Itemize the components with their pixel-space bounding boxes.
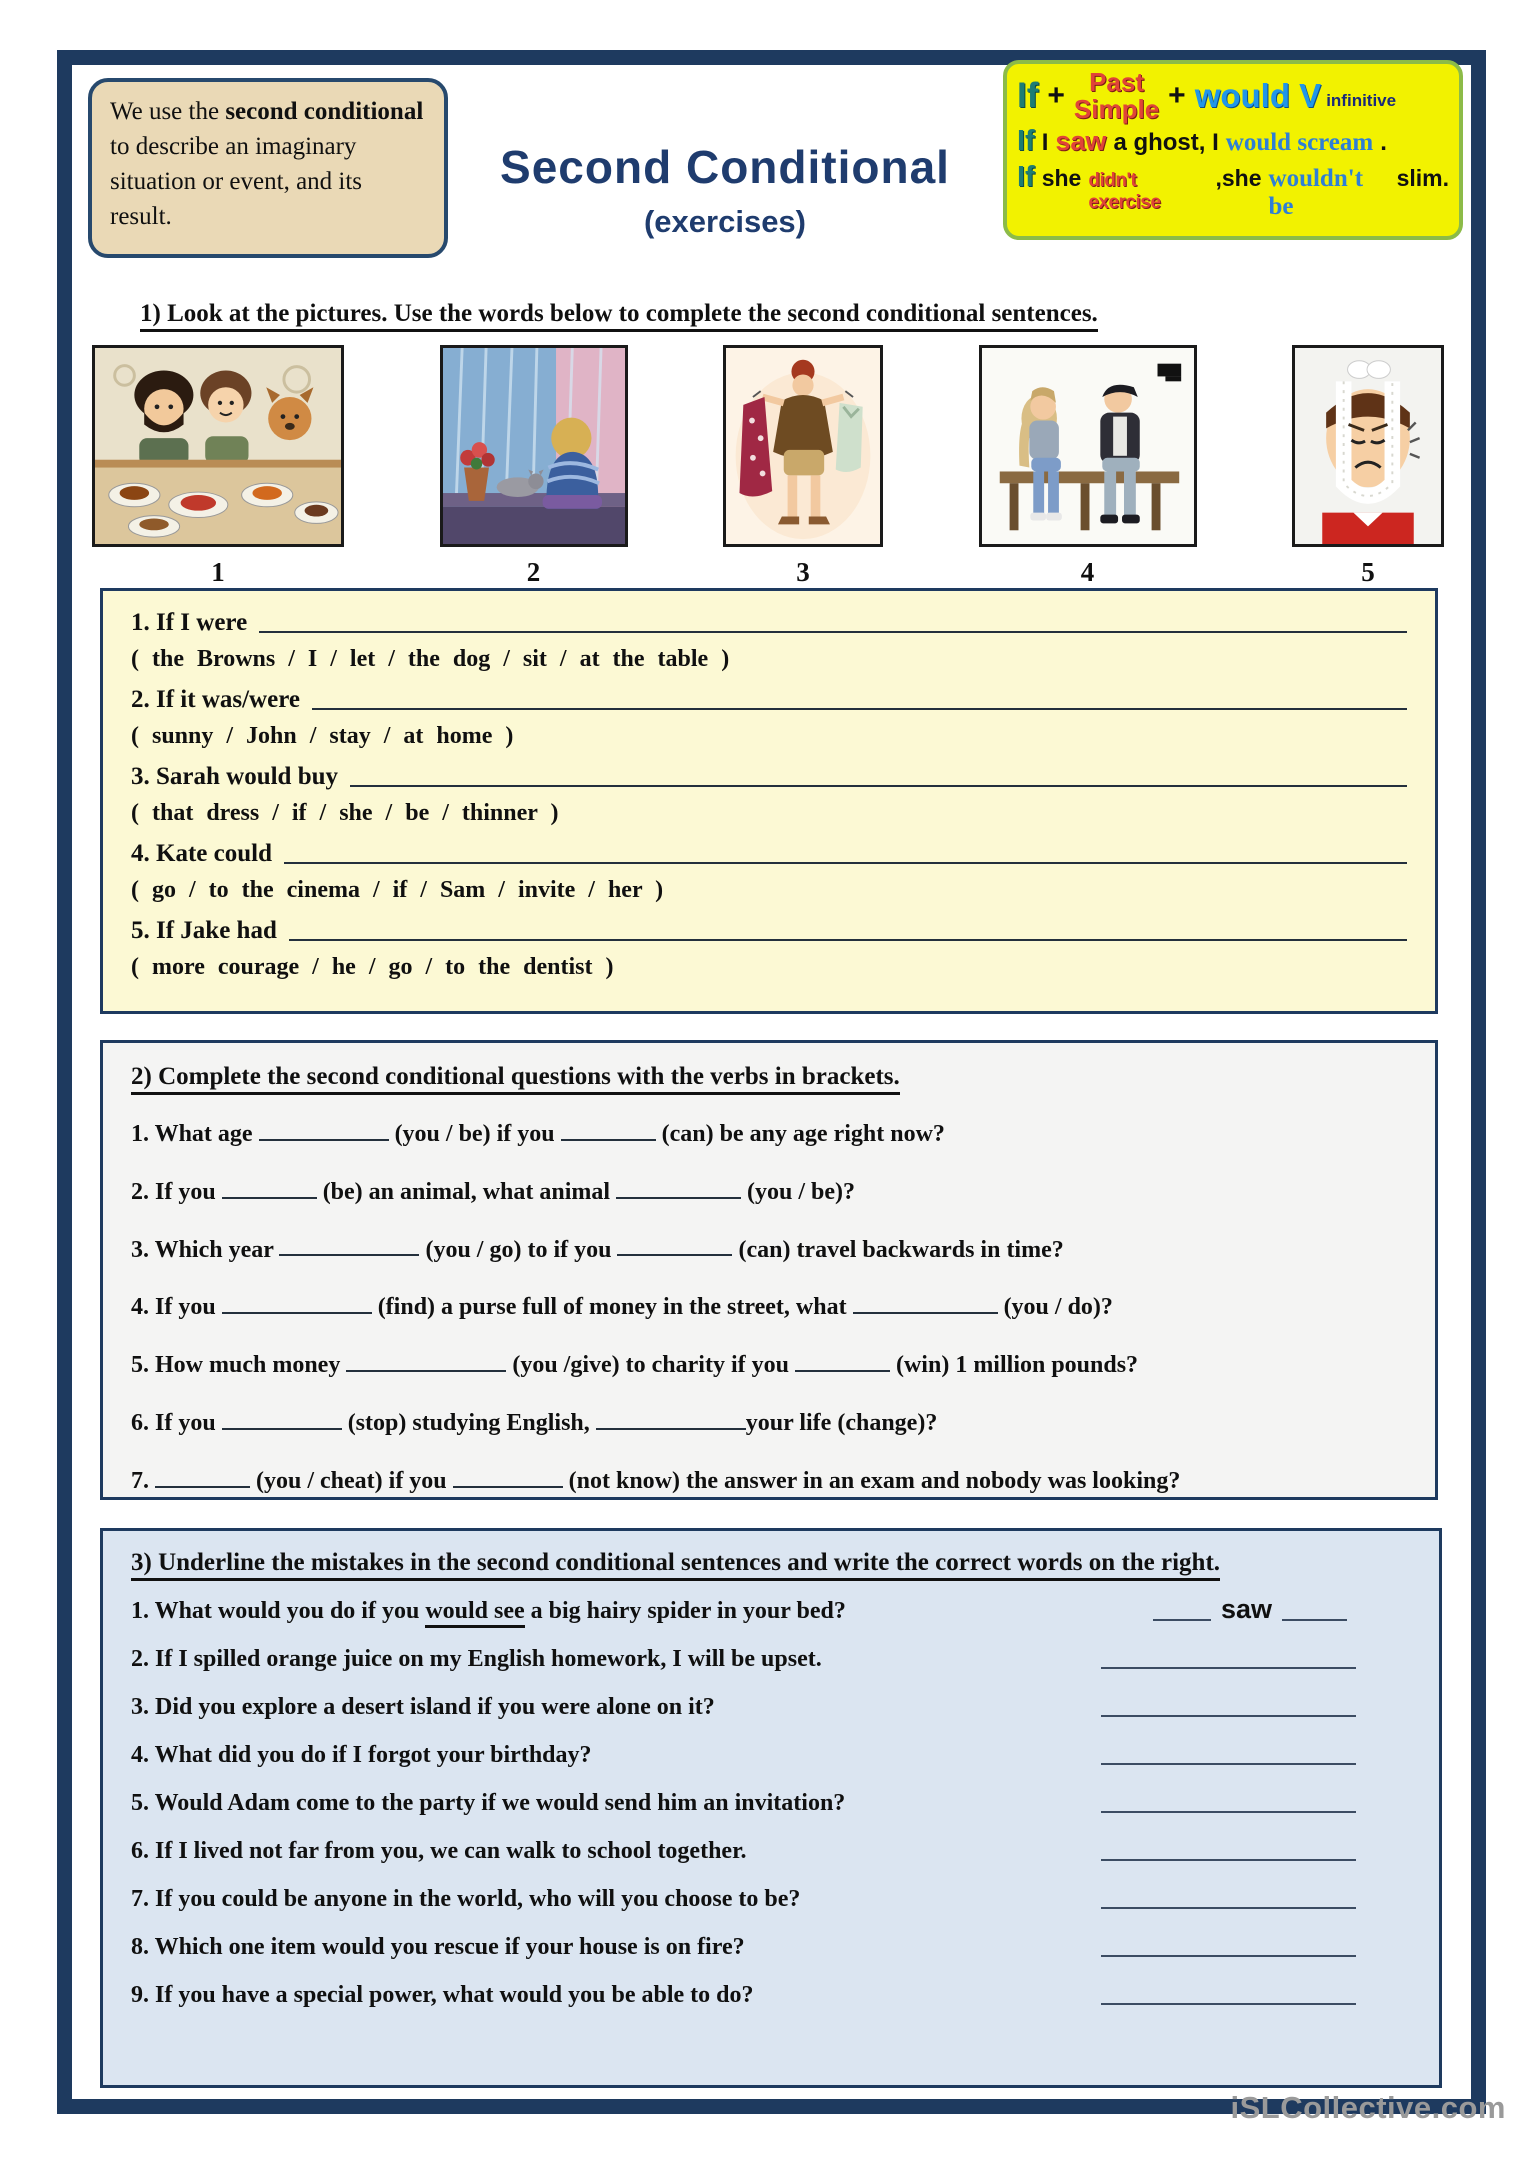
answer-blank: [222, 1174, 317, 1199]
text-segment: (stop) studying English,: [341, 1409, 596, 1436]
answer-blank: [1101, 1901, 1356, 1909]
text-segment: (can) travel backwards in time?: [732, 1236, 1064, 1263]
picture-column-2: [440, 345, 628, 588]
example-middle: ,she: [1215, 165, 1262, 192]
exercise1-box: [100, 588, 1438, 1014]
sentence-pre: 5. Would Adam come to the party if we would send him an invitation?: [131, 1790, 846, 1816]
sentence: [131, 1982, 1089, 2009]
note-text-pre: We use the: [110, 98, 226, 125]
exercise2-item: [131, 1232, 1407, 1265]
picture-column-4: [979, 345, 1197, 588]
sentence-post: a big hairy spider in your bed?: [524, 1598, 846, 1624]
sentence-pre: 2. If I spilled orange juice on my English homework, I will be upset.: [131, 1646, 822, 1672]
answer-blank: [616, 1174, 741, 1199]
formula-example-1: [1017, 125, 1449, 158]
text-segment: 4. If you: [131, 1294, 222, 1321]
formula-row: [1017, 69, 1449, 122]
exercise2-heading-text: 2) Complete the second conditional questions with the verbs in brackets.: [131, 1063, 900, 1095]
sentence-pre: 3. Did you explore a desert island if you were alone on it?: [131, 1694, 715, 1720]
exercise1-item-row: [131, 917, 1407, 945]
text-segment: (you / be)?: [741, 1178, 856, 1205]
exercise2-item: [131, 1116, 1407, 1149]
text-segment: 2. If you: [131, 1178, 222, 1205]
exercise3-item: [131, 1982, 1411, 2009]
exercise3-heading-text: 3) Underline the mistakes in the second conditional sentences and write the correct words on the right.: [131, 1549, 1220, 1581]
example-result: wouldn't be: [1268, 165, 1364, 221]
text-segment: (not know) the answer in an exam and nobody was looking?: [562, 1467, 1181, 1494]
answer-blank: [312, 700, 1407, 710]
example-if: If: [1017, 161, 1035, 194]
exercise3-item: [131, 1646, 1411, 1673]
exercise2-items: [131, 1116, 1407, 1496]
formula-if: If: [1017, 75, 1039, 115]
sentence-pre: 8. Which one item would you rescue if your house is on fire?: [131, 1934, 745, 1960]
item-label: 4. Kate could: [131, 840, 272, 867]
exercise3-item: [131, 1886, 1411, 1913]
sentence-pre: 4. What did you do if I forgot your birthday?: [131, 1742, 592, 1768]
correction-word: saw: [1220, 1594, 1273, 1625]
formula-simple: Simple: [1073, 93, 1160, 124]
exercise1-item: [131, 763, 1407, 827]
text-segment: your life (change)?: [745, 1409, 938, 1436]
exercise3-item: [131, 1742, 1411, 1769]
item-label: 1. If I were: [131, 609, 248, 636]
plus-sign: +: [1168, 78, 1186, 112]
answer-blank: [1101, 1997, 1356, 2005]
example-if: If: [1017, 125, 1035, 158]
correction-area: [1089, 1757, 1411, 1769]
picture-1-family-dinner-with-dog: [92, 345, 344, 547]
answer-blank: [596, 1405, 746, 1430]
answer-blank: [284, 854, 1407, 864]
sentence-pre: 1. What would you do if you: [131, 1598, 426, 1624]
answer-blank: [795, 1347, 890, 1372]
correction-area: [1089, 1661, 1411, 1673]
watermark: iSLCollective.com: [1230, 2090, 1506, 2125]
word-hint: ( more courage / he / go / to the dentist ): [131, 954, 614, 980]
exercise2-item: [131, 1289, 1407, 1322]
page-subtitle: (exercises): [643, 204, 806, 239]
sentence: [131, 1694, 1089, 1721]
picture-column-5: [1292, 345, 1444, 588]
exercise3-item: [131, 1838, 1411, 1865]
text-segment: 3. Which year: [131, 1236, 280, 1263]
answer-blank: [561, 1116, 656, 1141]
plus-sign: +: [1047, 78, 1065, 112]
text-segment: (win) 1 million pounds?: [889, 1351, 1139, 1378]
formula-would-v: would V: [1194, 76, 1322, 114]
picture-column-1: [92, 345, 344, 588]
exercise3-item: [131, 1934, 1411, 1961]
example-end: slim.: [1396, 165, 1449, 192]
exercise3-heading: [131, 1549, 1411, 1577]
exercise1-item-row: [131, 609, 1407, 637]
picture-2-boy-at-rainy-window: [440, 345, 628, 547]
answer-blank: [1101, 1661, 1356, 1669]
title-block: [430, 140, 1020, 240]
exercise1-heading-text: 1) Look at the pictures. Use the words below to complete the second conditional sentences.: [140, 300, 1098, 332]
sentence: [131, 1934, 1089, 1961]
sentence-pre: 9. If you have a special power, what would you be able to do?: [131, 1982, 754, 2008]
text-segment: (you / do)?: [997, 1294, 1113, 1321]
exercise1-item: [131, 686, 1407, 750]
example-subject: I: [1041, 129, 1049, 157]
answer-blank: [289, 931, 1407, 941]
answer-blank: [617, 1232, 732, 1257]
text-segment: (find) a purse full of money in the street, what: [371, 1294, 853, 1321]
picture-number: 3: [796, 557, 810, 587]
answer-blank: [1153, 1613, 1211, 1621]
word-hint: ( the Browns / I / let / the dog / sit / at the table ): [131, 646, 730, 672]
exercise2-item: [131, 1463, 1407, 1496]
correction-area: [1089, 1997, 1411, 2009]
picture-4-couple-on-bench: [979, 345, 1197, 547]
exercise1-item-row: [131, 763, 1407, 791]
formula-past-simple: [1074, 69, 1159, 122]
text-segment: (can) be any age right now?: [655, 1120, 945, 1147]
example-middle: a ghost, I: [1113, 129, 1219, 157]
text-segment: (be) an animal, what animal: [316, 1178, 617, 1205]
exercise3-box: [100, 1528, 1442, 2088]
correction-area: [1089, 1853, 1411, 1865]
text-segment: 1. What age: [131, 1120, 259, 1147]
exercise1-item-row: [131, 686, 1407, 714]
sentence: [131, 1742, 1089, 1769]
text-segment: 7.: [131, 1467, 155, 1494]
text-segment: 6. If you: [131, 1409, 222, 1436]
sentence-pre: 6. If I lived not far from you, we can walk to school together.: [131, 1838, 747, 1864]
exercise3-items: [131, 1594, 1411, 2009]
formula-example-2: [1017, 161, 1449, 221]
answer-blank: [453, 1463, 563, 1488]
exercise1-items: [131, 609, 1407, 981]
formula-box: [1003, 60, 1463, 240]
answer-blank: [346, 1347, 506, 1372]
sentence: [131, 1790, 1089, 1817]
picture-5-boy-with-toothache: [1292, 345, 1444, 547]
text-segment: 5. How much money: [131, 1351, 347, 1378]
answer-blank: [350, 777, 1407, 787]
page-title: Second Conditional: [500, 141, 950, 193]
answer-blank: [222, 1405, 342, 1430]
sentence-pre: 7. If you could be anyone in the world, who will you choose to be?: [131, 1886, 801, 1912]
exercise2-item: [131, 1174, 1407, 1207]
answer-blank: [259, 623, 1407, 633]
answer-blank: [155, 1463, 250, 1488]
exercise1-heading: [140, 300, 1098, 328]
answer-blank: [853, 1289, 998, 1314]
item-label: 3. Sarah would buy: [131, 763, 339, 790]
item-label: 2. If it was/were: [131, 686, 300, 713]
answer-blank: [222, 1289, 372, 1314]
picture-number: 2: [526, 557, 541, 587]
picture-number: 1: [211, 557, 225, 587]
text-segment: (you /give) to charity if you: [506, 1351, 795, 1378]
word-hint: ( sunny / John / stay / at home ): [131, 723, 514, 749]
note-text-highlight: second conditional: [225, 98, 424, 125]
example-subject: she: [1041, 165, 1082, 192]
correction-area: [1089, 1901, 1411, 1913]
note-text-post: to describe an imaginary situation or event, and its result.: [110, 133, 363, 230]
picture-column-3: [723, 345, 883, 588]
exercise2-box: [100, 1040, 1438, 1500]
exercise3-item: [131, 1694, 1411, 1721]
picture-number: 4: [1080, 557, 1095, 587]
picture-3-woman-choosing-dress: [723, 345, 883, 547]
picture-row: [92, 345, 1444, 588]
example-end: .: [1380, 129, 1387, 157]
sentence: [131, 1646, 1089, 1673]
example-past-verb: didn't exercise: [1088, 170, 1161, 214]
exercise2-item: [131, 1405, 1407, 1438]
answer-blank: [1101, 1853, 1356, 1861]
exercise1-item-row: [131, 840, 1407, 868]
exercise2-item: [131, 1347, 1407, 1380]
exercise2-heading: [131, 1063, 1407, 1091]
sentence: [131, 1838, 1089, 1865]
answer-blank: [279, 1232, 419, 1257]
example-result: would scream: [1225, 129, 1374, 157]
answer-blank: [1101, 1757, 1356, 1765]
answer-blank: [1101, 1805, 1356, 1813]
answer-blank: [1282, 1613, 1347, 1621]
definition-note-box: [88, 78, 448, 258]
underlined-mistake: would see: [425, 1598, 524, 1628]
answer-blank: [1101, 1709, 1356, 1717]
answer-blank: [1101, 1949, 1356, 1957]
exercise1-item: [131, 840, 1407, 904]
answer-blank: [259, 1116, 389, 1141]
exercise1-item: [131, 917, 1407, 981]
sentence: [131, 1886, 1089, 1913]
exercise1-item: [131, 609, 1407, 673]
text-segment: (you / cheat) if you: [250, 1467, 453, 1494]
word-hint: ( go / to the cinema / if / Sam / invite / her ): [131, 877, 664, 903]
formula-infinitive: infinitive: [1326, 90, 1397, 110]
exercise3-item: [131, 1790, 1411, 1817]
text-segment: (you / be) if you: [388, 1120, 561, 1147]
correction-area: [1089, 1709, 1411, 1721]
correction-area: [1089, 1594, 1411, 1625]
example-past-verb: saw: [1055, 126, 1107, 157]
sentence: [131, 1598, 1089, 1625]
formula-past: Past: [1089, 67, 1144, 97]
correction-area: [1089, 1805, 1411, 1817]
correction-area: [1089, 1949, 1411, 1961]
picture-number: 5: [1361, 557, 1375, 587]
word-hint: ( that dress / if / she / be / thinner ): [131, 800, 559, 826]
text-segment: (you / go) to if you: [419, 1236, 618, 1263]
item-label: 5. If Jake had: [131, 917, 277, 944]
exercise3-item: [131, 1594, 1411, 1625]
